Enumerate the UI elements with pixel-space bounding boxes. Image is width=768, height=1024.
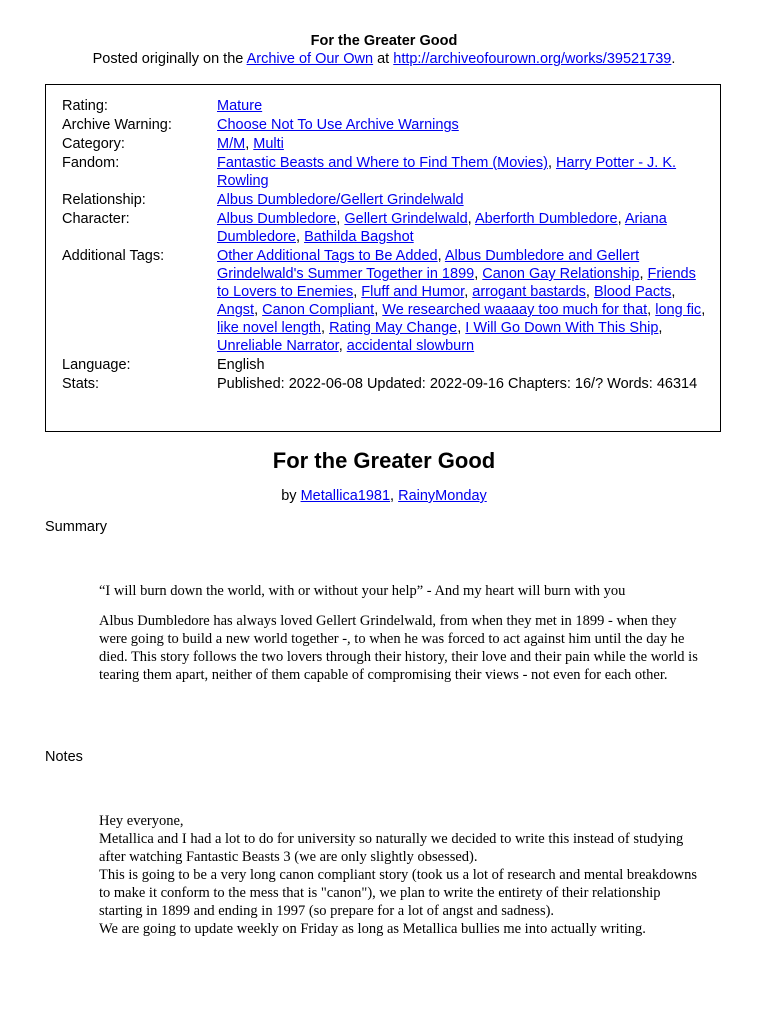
category-label: Category: bbox=[62, 136, 125, 152]
notes-heading: Notes bbox=[45, 749, 83, 765]
tag-link[interactable]: Albus Dumbledore and Gellert Grindelwald's Summer Together in 1899 bbox=[217, 248, 640, 282]
tag-link[interactable]: Angst bbox=[217, 302, 255, 318]
tag-link[interactable]: M/M bbox=[217, 136, 246, 152]
separator: , bbox=[671, 284, 676, 300]
fandom-label: Fandom: bbox=[62, 155, 120, 171]
fandom-row bbox=[62, 154, 707, 191]
stats-row bbox=[62, 375, 707, 394]
separator: , bbox=[336, 211, 345, 227]
notes-line: We are going to update weekly on Friday as long as Metallica bullies me into actually writing. bbox=[99, 921, 646, 937]
tag-link[interactable]: I Will Go Down With This Ship bbox=[465, 320, 659, 336]
separator: , bbox=[374, 302, 383, 318]
separator: , bbox=[338, 338, 347, 354]
tag-link[interactable]: Canon Compliant bbox=[262, 302, 375, 318]
tag-link[interactable]: Fantastic Beasts and Where to Find Them (Movies) bbox=[217, 155, 548, 171]
notes-line: This is going to be a very long canon compliant story (took us a lot of research and mental breakdowns to make it conform to the mess that is "canon"), we plan to write the entirety of their relationship starting in 1899 and ending in 1997 (so prepare for a lot of angst and sadness). bbox=[99, 867, 697, 919]
tag-link[interactable]: RainyMonday bbox=[398, 488, 487, 504]
metadata-box bbox=[45, 84, 721, 432]
byline: by Metallica1981, RainyMonday bbox=[281, 488, 487, 504]
tag-link[interactable]: Mature bbox=[217, 98, 263, 114]
notes-line: Hey everyone, bbox=[99, 813, 184, 829]
separator: , bbox=[547, 155, 557, 171]
tag-link[interactable]: We researched waaaay too much for that bbox=[382, 302, 648, 318]
work-url-link[interactable]: http://archiveofourown.org/works/39521739 bbox=[393, 51, 672, 67]
tags-value bbox=[217, 247, 707, 356]
notes-body bbox=[99, 812, 699, 938]
language-row bbox=[62, 356, 707, 375]
tags-label: Additional Tags: bbox=[62, 248, 165, 264]
category-value bbox=[217, 135, 707, 154]
tag-link[interactable]: Rating May Change bbox=[329, 320, 458, 336]
rating-label: Rating: bbox=[62, 98, 108, 114]
notes-line: Metallica and I had a lot to do for university so naturally we decided to write this instead of studying after watching Fantastic Beasts 3 (we are only slightly obsessed). bbox=[99, 831, 684, 865]
tag-link[interactable]: Albus Dumbledore bbox=[217, 211, 337, 227]
rating-row bbox=[62, 97, 707, 116]
tag-link[interactable]: accidental slowburn bbox=[346, 338, 475, 354]
character-value bbox=[217, 210, 707, 247]
tag-link[interactable]: Friends to Lovers to Enemies bbox=[217, 266, 696, 300]
separator: , bbox=[658, 320, 663, 336]
character-row bbox=[62, 210, 707, 247]
document-header bbox=[0, 0, 768, 68]
stats-label: Stats: bbox=[62, 376, 100, 392]
tag-link[interactable]: Fluff and Humor bbox=[361, 284, 465, 300]
separator: , bbox=[245, 136, 254, 152]
language-label: Language: bbox=[62, 357, 131, 373]
separator: , bbox=[321, 320, 330, 336]
separator: , bbox=[617, 211, 625, 227]
tag-link[interactable]: Unreliable Narrator bbox=[217, 338, 339, 354]
separator: , bbox=[585, 284, 594, 300]
separator: , bbox=[701, 302, 706, 318]
separator: , bbox=[296, 229, 305, 245]
tag-link[interactable]: Metallica1981 bbox=[300, 488, 391, 504]
separator: , bbox=[464, 284, 473, 300]
separator: , bbox=[437, 248, 445, 264]
separator: , bbox=[353, 284, 362, 300]
separator: , bbox=[639, 266, 648, 282]
separator: , bbox=[647, 302, 656, 318]
fandom-value bbox=[217, 154, 707, 191]
relationship-value bbox=[217, 191, 707, 210]
rating-value bbox=[217, 97, 707, 116]
relationship-label: Relationship: bbox=[62, 192, 146, 208]
tags-row bbox=[62, 247, 707, 356]
tag-link[interactable]: Harry Potter - J. K. Rowling bbox=[217, 155, 677, 189]
separator: , bbox=[457, 320, 466, 336]
separator: , bbox=[467, 211, 475, 227]
archive-link[interactable]: Archive of Our Own bbox=[246, 51, 374, 67]
warning-label: Archive Warning: bbox=[62, 117, 172, 133]
summary-quote: “I will burn down the world, with or without your help” - And my heart will burn with you bbox=[99, 583, 626, 599]
category-row bbox=[62, 135, 707, 154]
tag-link[interactable]: Albus Dumbledore/Gellert Grindelwald bbox=[217, 192, 464, 208]
tag-link[interactable]: Gellert Grindelwald bbox=[344, 211, 468, 227]
language-value: English bbox=[217, 357, 265, 373]
warning-value bbox=[217, 116, 707, 135]
tag-link[interactable]: Aberforth Dumbledore bbox=[474, 211, 618, 227]
tag-link[interactable]: Blood Pacts bbox=[593, 284, 672, 300]
tag-link[interactable]: Other Additional Tags to Be Added bbox=[217, 248, 438, 264]
tag-link[interactable]: Ariana Dumbledore bbox=[217, 211, 667, 245]
tag-link[interactable]: like novel length bbox=[217, 320, 321, 336]
posted-line: Posted originally on the Archive of Our Own at http://archiveofourown.org/works/39521739. bbox=[92, 51, 676, 67]
tag-link[interactable]: arrogant bastards bbox=[472, 284, 586, 300]
document-title: For the Greater Good bbox=[310, 33, 458, 49]
summary-paragraph: Albus Dumbledore has always loved Gellert Grindelwald, from when they met in 1899 - when they were going to build a new world together -, to when he was forced to act against him until the day he died. This story follows the two lovers through their history, their love and their pain while the world is tearing them apart, neither of them capable of compromising their views - not even for each other. bbox=[99, 613, 698, 683]
tag-link[interactable]: long fic bbox=[655, 302, 702, 318]
separator: , bbox=[254, 302, 263, 318]
author-list bbox=[301, 488, 487, 504]
character-label: Character: bbox=[62, 211, 130, 227]
tag-link[interactable]: Multi bbox=[253, 136, 284, 152]
warning-row bbox=[62, 116, 707, 135]
tag-link[interactable]: Choose Not To Use Archive Warnings bbox=[217, 117, 459, 133]
tag-link[interactable]: Canon Gay Relationship bbox=[482, 266, 640, 282]
stats-value: Published: 2022-06-08 Updated: 2022-09-16 Chapters: 16/? Words: 46314 bbox=[217, 376, 698, 392]
summary-heading: Summary bbox=[45, 519, 108, 535]
separator: , bbox=[474, 266, 483, 282]
relationship-row bbox=[62, 191, 707, 210]
tag-link[interactable]: Bathilda Bagshot bbox=[304, 229, 414, 245]
separator: , bbox=[390, 488, 399, 504]
work-title: For the Greater Good bbox=[272, 448, 496, 473]
summary-body bbox=[99, 582, 699, 696]
